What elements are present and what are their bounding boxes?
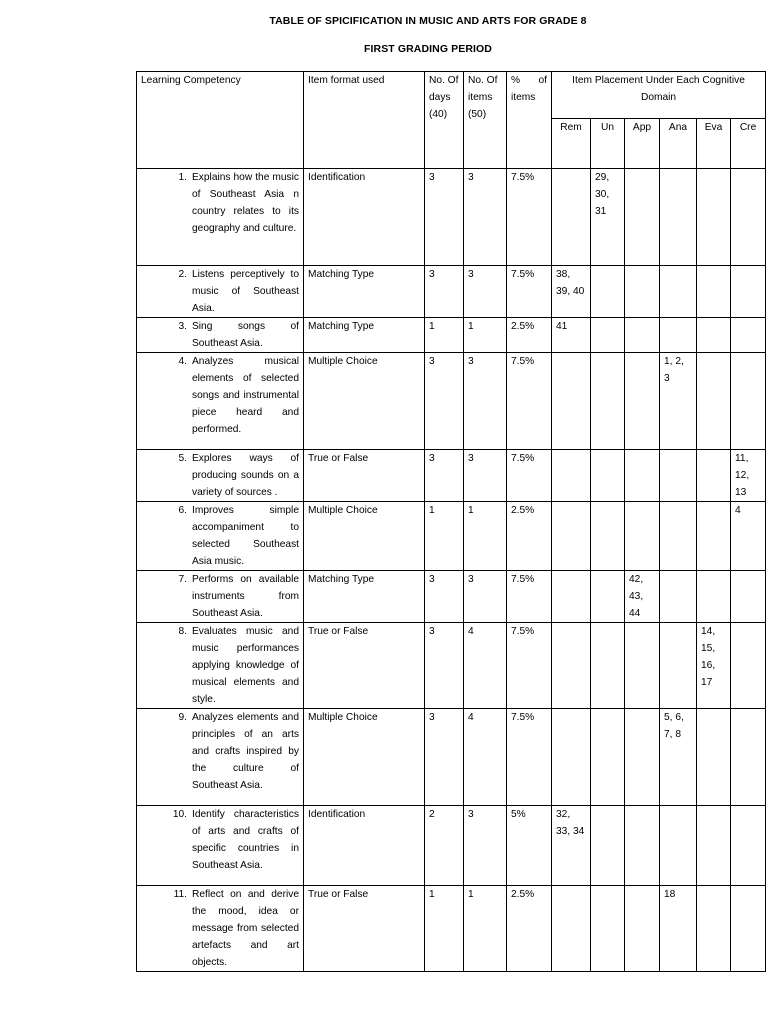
table-row: [137, 886, 766, 972]
cell-percent: 7.5%: [507, 353, 552, 450]
header-no-of-items: No. Of items (50): [464, 72, 507, 169]
cell-un: [591, 571, 625, 623]
cell-format: True or False: [304, 886, 425, 972]
cell-days: 1: [425, 886, 464, 972]
cell-format: True or False: [304, 623, 425, 709]
cell-rem: 38, 39, 40: [552, 266, 591, 318]
cell-items: 3: [464, 571, 507, 623]
header-domain-app: App: [625, 119, 660, 169]
cell-ana: 1, 2, 3: [660, 353, 697, 450]
cell-app: [625, 266, 660, 318]
cell-un: [591, 886, 625, 972]
header-item-placement: Item Placement Under Each Cognitive Domain: [552, 72, 766, 119]
competency-text: Performs on available instruments from Southeast Asia.: [192, 574, 299, 619]
competency-cell: [137, 886, 304, 972]
cell-app: [625, 502, 660, 571]
header-percent-items: % of items: [507, 72, 552, 169]
cell-rem: [552, 623, 591, 709]
cell-un: [591, 450, 625, 502]
cell-ana: 18: [660, 886, 697, 972]
cell-format: Multiple Choice: [304, 502, 425, 571]
cell-app: [625, 623, 660, 709]
competency-text: Improves simple accompaniment to selected Southeast Asia music.: [192, 505, 299, 567]
cell-percent: 7.5%: [507, 169, 552, 266]
cell-items: 1: [464, 886, 507, 972]
cell-rem: 32, 33, 34: [552, 806, 591, 886]
header-learning-competency: Learning Competency: [137, 72, 304, 169]
cell-days: 2: [425, 806, 464, 886]
cell-un: [591, 502, 625, 571]
cell-eva: 14, 15, 16, 17: [697, 623, 731, 709]
competency-number: 4.: [178, 356, 187, 367]
cell-format: Identification: [304, 806, 425, 886]
cell-eva: [697, 709, 731, 806]
cell-days: 1: [425, 318, 464, 353]
cell-eva: [697, 806, 731, 886]
cell-items: 1: [464, 318, 507, 353]
cell-cre: [731, 266, 766, 318]
cell-ana: [660, 502, 697, 571]
table-row: [137, 502, 766, 571]
cell-ana: [660, 450, 697, 502]
cell-format: Identification: [304, 169, 425, 266]
competency-cell: [137, 353, 304, 450]
cell-un: [591, 623, 625, 709]
cell-un: [591, 266, 625, 318]
table-row: [137, 318, 766, 353]
cell-app: [625, 806, 660, 886]
competency-cell: [137, 266, 304, 318]
specification-table: [136, 71, 766, 972]
competency-cell: [137, 806, 304, 886]
cell-app: [625, 318, 660, 353]
competency-text: Identify characteristics of arts and crafts of specific countries in Southeast Asia.: [192, 809, 299, 871]
cell-percent: 7.5%: [507, 623, 552, 709]
cell-items: 3: [464, 169, 507, 266]
table-row: [137, 806, 766, 886]
cell-app: [625, 450, 660, 502]
header-row-1: [137, 72, 766, 119]
cell-app: 42, 43, 44: [625, 571, 660, 623]
competency-cell: [137, 502, 304, 571]
cell-rem: [552, 571, 591, 623]
competency-text: Explains how the music of Southeast Asia n country relates to its geography and culture.: [192, 172, 299, 234]
cell-un: 29, 30, 31: [591, 169, 625, 266]
table-row: [137, 353, 766, 450]
cell-percent: 2.5%: [507, 318, 552, 353]
cell-ana: [660, 571, 697, 623]
cell-un: [591, 353, 625, 450]
cell-rem: [552, 169, 591, 266]
header-domain-cre: Cre: [731, 119, 766, 169]
competency-number: 5.: [178, 453, 187, 464]
cell-percent: 7.5%: [507, 571, 552, 623]
cell-items: 1: [464, 502, 507, 571]
table-row: [137, 571, 766, 623]
competency-text: Analyzes elements and principles of an arts and crafts inspired by the culture of Southeast Asia.: [192, 712, 299, 791]
cell-items: 4: [464, 623, 507, 709]
cell-ana: [660, 169, 697, 266]
competency-number: 10.: [172, 809, 187, 820]
cell-cre: [731, 886, 766, 972]
cell-days: 3: [425, 623, 464, 709]
table-row: [137, 266, 766, 318]
cell-eva: [697, 502, 731, 571]
table-row: [137, 623, 766, 709]
cell-rem: 41: [552, 318, 591, 353]
header-no-of-days: No. Of days (40): [425, 72, 464, 169]
cell-rem: [552, 450, 591, 502]
cell-percent: 7.5%: [507, 266, 552, 318]
cell-format: Matching Type: [304, 318, 425, 353]
competency-cell: [137, 709, 304, 806]
cell-format: True or False: [304, 450, 425, 502]
competency-text: Evaluates music and music performances applying knowledge of musical elements and style.: [192, 626, 299, 705]
cell-items: 3: [464, 353, 507, 450]
cell-format: Multiple Choice: [304, 353, 425, 450]
cell-cre: 11, 12, 13: [731, 450, 766, 502]
cell-percent: 2.5%: [507, 502, 552, 571]
table-row: [137, 709, 766, 806]
cell-un: [591, 709, 625, 806]
document-title: TABLE OF SPICIFICATION IN MUSIC AND ARTS FOR GRADE 8: [269, 15, 587, 27]
cell-un: [591, 806, 625, 886]
cell-eva: [697, 886, 731, 972]
cell-items: 4: [464, 709, 507, 806]
competency-number: 8.: [178, 626, 187, 637]
cell-eva: [697, 353, 731, 450]
cell-days: 3: [425, 450, 464, 502]
competency-number: 2.: [178, 269, 187, 280]
cell-ana: [660, 623, 697, 709]
cell-cre: [731, 571, 766, 623]
cell-ana: 5, 6, 7, 8: [660, 709, 697, 806]
table-row: [137, 450, 766, 502]
cell-days: 3: [425, 709, 464, 806]
header-domain-rem: Rem: [552, 119, 591, 169]
cell-eva: [697, 450, 731, 502]
competency-number: 11.: [173, 889, 187, 900]
competency-cell: [137, 571, 304, 623]
cell-un: [591, 318, 625, 353]
cell-percent: 5%: [507, 806, 552, 886]
cell-items: 3: [464, 806, 507, 886]
cell-days: 3: [425, 353, 464, 450]
cell-rem: [552, 709, 591, 806]
cell-days: 3: [425, 571, 464, 623]
cell-cre: [731, 318, 766, 353]
cell-cre: [731, 169, 766, 266]
cell-eva: [697, 318, 731, 353]
cell-app: [625, 353, 660, 450]
cell-rem: [552, 502, 591, 571]
cell-rem: [552, 353, 591, 450]
header-item-format: Item format used: [304, 72, 425, 169]
cell-ana: [660, 266, 697, 318]
cell-days: 3: [425, 266, 464, 318]
competency-cell: [137, 450, 304, 502]
cell-format: Matching Type: [304, 571, 425, 623]
cell-ana: [660, 318, 697, 353]
cell-items: 3: [464, 450, 507, 502]
cell-eva: [697, 266, 731, 318]
competency-text: Sing songs of Southeast Asia.: [192, 321, 299, 349]
competency-number: 6.: [178, 505, 187, 516]
cell-percent: 2.5%: [507, 886, 552, 972]
header-domain-eva: Eva: [697, 119, 731, 169]
cell-days: 1: [425, 502, 464, 571]
competency-text: Reflect on and derive the mood, idea or message from selected artefacts and art objects.: [192, 889, 299, 968]
cell-percent: 7.5%: [507, 450, 552, 502]
cell-rem: [552, 886, 591, 972]
competency-text: Analyzes musical elements of selected songs and instrumental piece heard and performed.: [192, 356, 299, 435]
competency-text: Listens perceptively to music of Southeast Asia.: [192, 269, 299, 314]
competency-number: 1.: [178, 172, 187, 183]
cell-items: 3: [464, 266, 507, 318]
competency-cell: [137, 318, 304, 353]
cell-cre: 4: [731, 502, 766, 571]
document-subtitle: FIRST GRADING PERIOD: [363, 43, 492, 55]
competency-number: 9.: [178, 712, 187, 723]
cell-app: [625, 886, 660, 972]
competency-number: 7.: [178, 574, 187, 585]
header-domain-ana: Ana: [660, 119, 697, 169]
cell-eva: [697, 169, 731, 266]
cell-percent: 7.5%: [507, 709, 552, 806]
competency-cell: [137, 623, 304, 709]
cell-format: Matching Type: [304, 266, 425, 318]
competency-text: Explores ways of producing sounds on a variety of sources .: [192, 453, 299, 498]
cell-cre: [731, 709, 766, 806]
table-row: [137, 169, 766, 266]
cell-cre: [731, 623, 766, 709]
cell-app: [625, 709, 660, 806]
competency-cell: [137, 169, 304, 266]
header-domain-un: Un: [591, 119, 625, 169]
cell-cre: [731, 806, 766, 886]
cell-format: Multiple Choice: [304, 709, 425, 806]
cell-eva: [697, 571, 731, 623]
cell-ana: [660, 806, 697, 886]
competency-number: 3.: [178, 321, 187, 332]
cell-days: 3: [425, 169, 464, 266]
cell-cre: [731, 353, 766, 450]
cell-app: [625, 169, 660, 266]
